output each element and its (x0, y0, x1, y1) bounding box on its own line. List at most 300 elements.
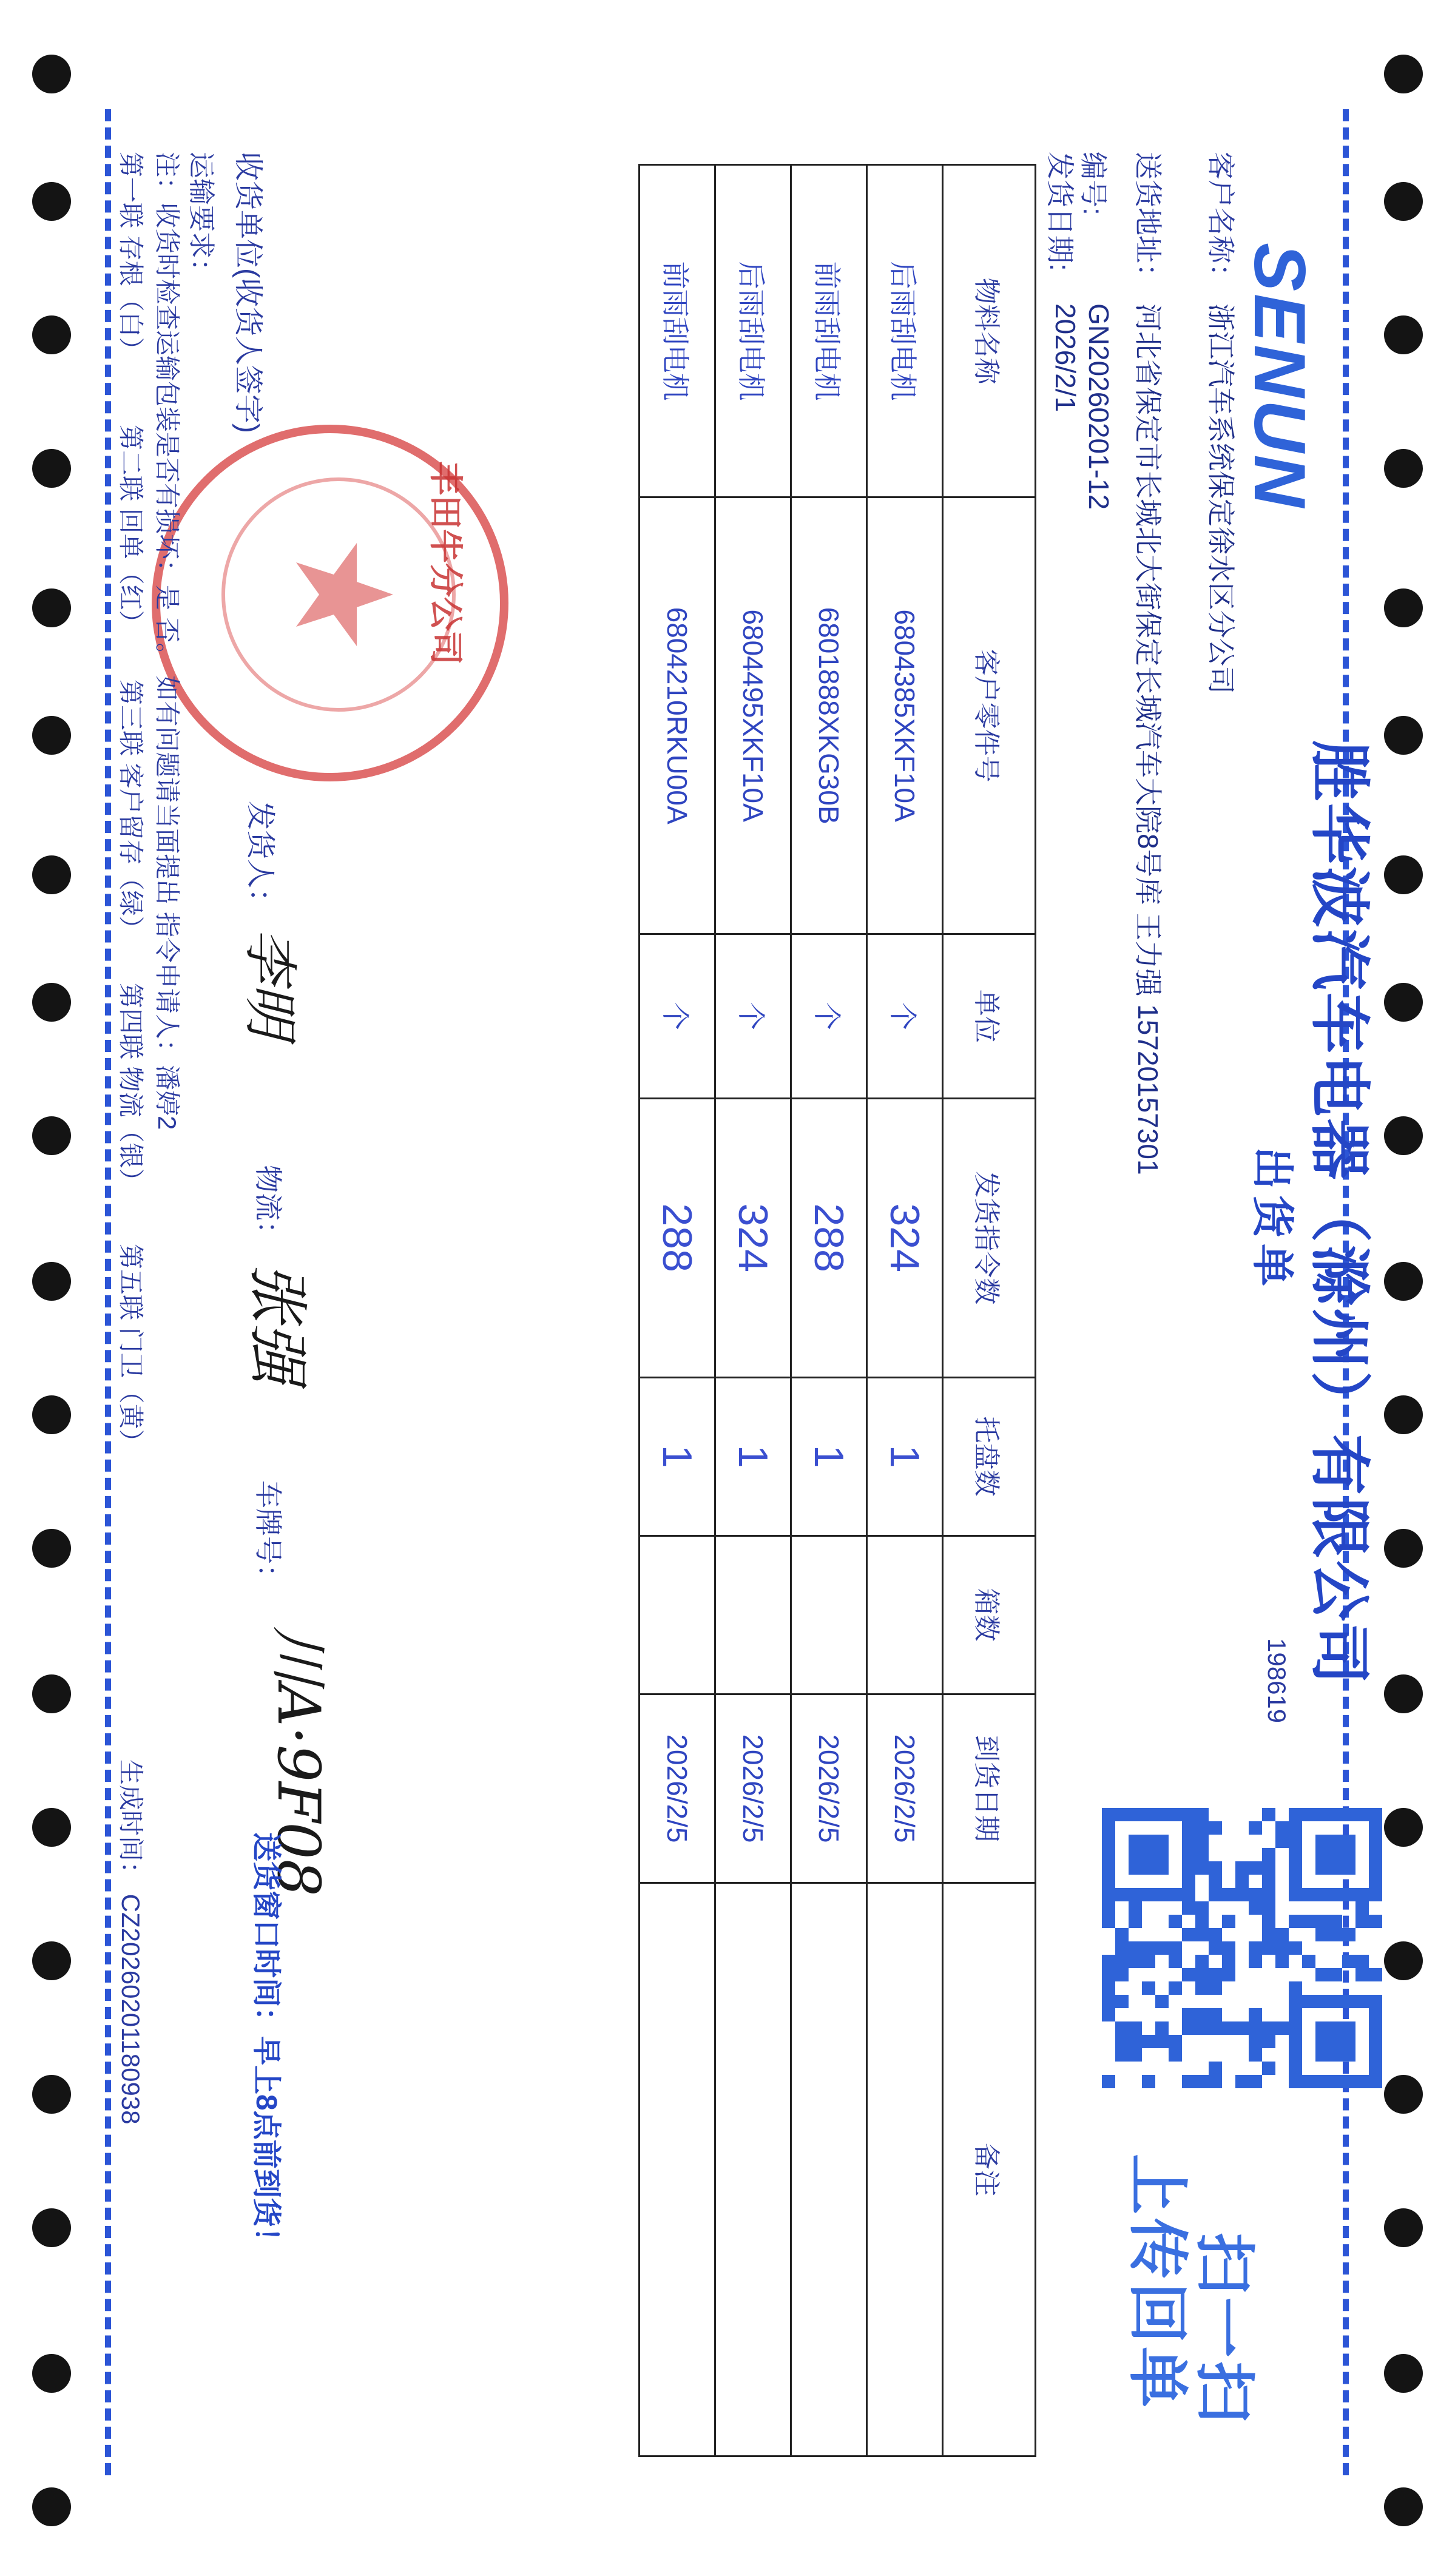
qr-module (1142, 2048, 1155, 2062)
qr-module (1102, 1955, 1115, 1968)
qr-module (1315, 2048, 1329, 2062)
qr-module (1289, 1821, 1302, 1835)
customer-name-value: 浙江汽车系统保定徐水区分公司 (1205, 303, 1237, 694)
qr-module (1249, 1888, 1262, 1901)
document-number-label: 编号: (1078, 152, 1109, 215)
qr-module (1369, 1848, 1382, 1861)
qr-module (1222, 2062, 1235, 2075)
qr-module (1115, 1955, 1129, 1968)
header-ship-qty: 发货指令数 (943, 1098, 1036, 1377)
qr-module (1315, 1981, 1329, 1995)
qr-module (1329, 1995, 1342, 2008)
qr-module (1302, 1955, 1315, 1968)
qr-module (1275, 2048, 1289, 2062)
generated-time: 生成时间： CZ20260201180938 (116, 1759, 145, 2125)
qr-module (1289, 1941, 1302, 1955)
qr-module (1222, 1915, 1235, 1928)
shipper-signature: 李明 (238, 928, 302, 1037)
items-table (638, 164, 1036, 2457)
qr-module (1342, 2048, 1355, 2062)
qr-module (1102, 2048, 1115, 2062)
qr-module (1342, 1955, 1355, 1968)
qr-module (1129, 1928, 1142, 1941)
qr-module (1249, 2075, 1262, 2088)
qr-module (1195, 1915, 1209, 1928)
qr-module (1195, 1861, 1209, 1875)
qr-module (1182, 2008, 1195, 2021)
qr-module (1289, 1981, 1302, 1995)
header-part-number: 客户零件号 (943, 497, 1036, 934)
company-logo: SENUN (1239, 243, 1320, 510)
qr-module (1262, 1968, 1275, 1981)
qr-module (1142, 1835, 1155, 1848)
qr-module (1182, 2035, 1195, 2048)
qr-module (1342, 1848, 1355, 1861)
delivery-address-label: 送货地址： (1132, 152, 1164, 291)
feed-hole (1384, 588, 1423, 627)
company-title: 胜华波汽车电器（滁州）有限公司 (1305, 740, 1373, 1687)
qr-module (1329, 2008, 1342, 2021)
qr-module (1155, 1955, 1169, 1968)
qr-module (1302, 1888, 1315, 1901)
qr-module (1182, 1901, 1195, 1915)
scan-prompt-line2: 上传回单 (1123, 2154, 1191, 2411)
copy-label: 第四联 物流（银） (116, 983, 145, 1194)
qr-module (1249, 1835, 1262, 1848)
qr-module (1369, 1981, 1382, 1995)
qr-module (1142, 1888, 1155, 1901)
table-row (640, 165, 715, 2456)
cell-material-name: 前雨刮电机 (640, 165, 715, 497)
feed-hole (1384, 983, 1423, 1022)
qr-module (1209, 1901, 1222, 1915)
qr-module (1262, 2008, 1275, 2021)
qr-module (1289, 2075, 1302, 2088)
qr-module (1329, 1888, 1342, 1901)
qr-module (1355, 2062, 1369, 2075)
qr-module (1289, 1995, 1302, 2008)
qr-module (1142, 1955, 1155, 1968)
qr-module (1129, 1888, 1142, 1901)
qr-module (1235, 1888, 1249, 1901)
qr-module (1355, 1835, 1369, 1848)
qr-module (1329, 2075, 1342, 2088)
header-unit: 单位 (943, 934, 1036, 1098)
qr-module (1115, 1941, 1129, 1955)
qr-module (1289, 2048, 1302, 2062)
feed-hole (1384, 716, 1423, 755)
qr-module (1115, 1901, 1129, 1915)
qr-module (1355, 2035, 1369, 2048)
table-header-row (943, 165, 1036, 2456)
qr-module (1169, 2008, 1182, 2021)
qr-module (1235, 2062, 1249, 2075)
qr-module (1342, 1835, 1355, 1848)
qr-module (1369, 1941, 1382, 1955)
feed-hole (32, 1674, 71, 1713)
feed-hole (1384, 1395, 1423, 1434)
qr-module (1235, 1835, 1249, 1848)
qr-module (1342, 1875, 1355, 1888)
perforation-line (105, 109, 111, 2475)
qr-module (1235, 1928, 1249, 1941)
qr-module (1195, 1981, 1209, 1995)
qr-module (1249, 2062, 1262, 2075)
qr-module (1289, 1848, 1302, 1861)
qr-module (1275, 2062, 1289, 2075)
qr-module (1329, 1808, 1342, 1821)
qr-module (1155, 2035, 1169, 2048)
qr-module (1222, 2008, 1235, 2021)
qr-module (1249, 1928, 1262, 1941)
qr-module (1262, 2035, 1275, 2048)
qr-module (1275, 2075, 1289, 2088)
qr-module (1355, 1848, 1369, 1861)
feed-hole (1384, 1808, 1423, 1847)
qr-module (1235, 1808, 1249, 1821)
qr-module (1262, 2048, 1275, 2062)
plate-number-label: 车牌号： (252, 1480, 284, 1592)
qr-module (1302, 1928, 1315, 1941)
qr-module (1182, 1848, 1195, 1861)
qr-module (1249, 1981, 1262, 1995)
qr-module (1155, 2048, 1169, 2062)
qr-module (1315, 1915, 1329, 1928)
qr-module (1169, 1875, 1182, 1888)
plate-number-value: 川A·9F08 (265, 1626, 333, 1897)
qr-module (1209, 1835, 1222, 1848)
qr-module (1209, 2075, 1222, 2088)
qr-module (1329, 1928, 1342, 1941)
qr-module (1115, 1861, 1129, 1875)
qr-module (1315, 1968, 1329, 1981)
qr-module (1302, 1915, 1315, 1928)
qr-module (1329, 1915, 1342, 1928)
qr-module (1129, 1901, 1142, 1915)
qr-module (1302, 2008, 1315, 2021)
qr-module (1249, 1808, 1262, 1821)
feed-hole (1384, 55, 1423, 93)
qr-module (1369, 1835, 1382, 1848)
qr-module (1209, 1955, 1222, 1968)
qr-module (1369, 1915, 1382, 1928)
qr-module (1169, 1981, 1182, 1995)
qr-module (1355, 1995, 1369, 2008)
qr-module (1342, 2062, 1355, 2075)
qr-module (1289, 1901, 1302, 1915)
qr-module (1169, 2075, 1182, 2088)
qr-module (1355, 1955, 1369, 1968)
cell-pallets: 1 (867, 1377, 943, 1536)
document-title: 出货单 (1249, 1147, 1296, 1292)
qr-module (1302, 1808, 1315, 1821)
qr-module (1355, 1808, 1369, 1821)
qr-module (1129, 1808, 1142, 1821)
qr-module (1142, 1821, 1155, 1835)
qr-module (1142, 1861, 1155, 1875)
qr-module (1209, 2021, 1222, 2035)
feed-hole (1384, 1941, 1423, 1980)
qr-module (1315, 2035, 1329, 2048)
qr-module (1262, 1821, 1275, 1835)
cell-boxes (791, 1536, 867, 1694)
qr-module (1209, 1915, 1222, 1928)
ship-date-label: 发货日期: (1044, 152, 1076, 271)
qr-module (1315, 1995, 1329, 2008)
qr-module (1129, 2008, 1142, 2021)
cell-remark (715, 1883, 791, 2456)
table-row (715, 165, 791, 2456)
qr-module (1169, 1808, 1182, 1821)
qr-module (1275, 1981, 1289, 1995)
qr-module (1249, 1968, 1262, 1981)
qr-module (1262, 1861, 1275, 1875)
qr-module (1222, 1861, 1235, 1875)
qr-module (1142, 1875, 1155, 1888)
qr-module (1102, 2035, 1115, 2048)
qr-module (1155, 1981, 1169, 1995)
qr-module (1169, 1835, 1182, 1848)
qr-module (1315, 2021, 1329, 2035)
qr-module (1275, 1941, 1289, 1955)
feed-hole (32, 2487, 71, 2526)
qr-module (1182, 1928, 1195, 1941)
qr-module (1102, 1941, 1115, 1955)
qr-module (1209, 1888, 1222, 1901)
qr-module (1289, 1861, 1302, 1875)
qr-module (1329, 1955, 1342, 1968)
cell-ship-qty: 288 (640, 1098, 715, 1377)
qr-module (1129, 1968, 1142, 1981)
qr-module (1115, 2008, 1129, 2021)
qr-module (1275, 1928, 1289, 1941)
qr-module (1195, 1968, 1209, 1981)
qr-module (1102, 1808, 1115, 1821)
qr-module (1182, 1888, 1195, 1901)
qr-module (1369, 2062, 1382, 2075)
qr-module (1369, 1861, 1382, 1875)
qr-module (1209, 1861, 1222, 1875)
qr-module (1369, 1968, 1382, 1981)
qr-module (1102, 2021, 1115, 2035)
table-row (791, 165, 867, 2456)
qr-module (1262, 1915, 1275, 1928)
qr-module (1209, 2062, 1222, 2075)
feed-hole (32, 983, 71, 1022)
qr-module (1315, 1941, 1329, 1955)
qr-module (1355, 1861, 1369, 1875)
cell-boxes (640, 1536, 715, 1694)
inspection-note: 注：收货时检查运输包装是否有损坏：是 否。 如有问题请当面提出 指令申请人：潘婷2 (153, 152, 181, 1130)
qr-module (1315, 1808, 1329, 1821)
logistics-label: 物流： (252, 1165, 284, 1249)
delivery-window-notice: 送货窗口时间：早上8点前到货！ (250, 1832, 282, 2256)
qr-module (1249, 2008, 1262, 2021)
qr-module (1102, 2008, 1115, 2021)
qr-module (1342, 2008, 1355, 2021)
qr-module (1155, 1848, 1169, 1861)
feed-hole (1384, 1116, 1423, 1155)
qr-module (1249, 1821, 1262, 1835)
feed-hole (32, 1395, 71, 1434)
qr-module (1262, 1995, 1275, 2008)
qr-code[interactable] (1102, 1808, 1382, 2088)
qr-module (1235, 1968, 1249, 1981)
feed-hole (32, 182, 71, 221)
qr-module (1369, 2008, 1382, 2021)
feed-hole (1384, 2487, 1423, 2526)
qr-module (1289, 1835, 1302, 1848)
qr-module (1355, 1875, 1369, 1888)
qr-module (1315, 1928, 1329, 1941)
qr-module (1249, 1941, 1262, 1955)
qr-module (1169, 1915, 1182, 1928)
header-boxes: 箱数 (943, 1536, 1036, 1694)
qr-module (1102, 2062, 1115, 2075)
cell-arrival-date: 2026/2/5 (867, 1694, 943, 1883)
feed-hole (1384, 315, 1423, 354)
qr-module (1182, 1915, 1195, 1928)
qr-module (1182, 1981, 1195, 1995)
qr-module (1249, 2048, 1262, 2062)
qr-module (1262, 1981, 1275, 1995)
qr-module (1222, 2075, 1235, 2088)
qr-module (1222, 1981, 1235, 1995)
qr-module (1182, 1835, 1195, 1848)
qr-module (1169, 1995, 1182, 2008)
qr-module (1342, 1861, 1355, 1875)
qr-module (1182, 1941, 1195, 1955)
qr-module (1195, 2048, 1209, 2062)
qr-module (1329, 1875, 1342, 1888)
qr-module (1169, 2048, 1182, 2062)
qr-module (1195, 1848, 1209, 1861)
qr-module (1142, 1808, 1155, 1821)
qr-module (1115, 1808, 1129, 1821)
qr-module (1115, 2048, 1129, 2062)
feed-hole (1384, 449, 1423, 488)
qr-module (1289, 1928, 1302, 1941)
qr-module (1235, 1955, 1249, 1968)
qr-module (1115, 1835, 1129, 1848)
qr-module (1302, 1968, 1315, 1981)
qr-module (1262, 2062, 1275, 2075)
qr-module (1355, 2008, 1369, 2021)
feed-hole (1384, 2354, 1423, 2393)
qr-module (1195, 1928, 1209, 1941)
cell-material-name: 前雨刮电机 (791, 165, 867, 497)
qr-module (1315, 1835, 1329, 1848)
qr-module (1355, 1915, 1369, 1928)
qr-module (1302, 1835, 1315, 1848)
copy-label: 第三联 客户留存（绿） (116, 679, 145, 942)
qr-module (1289, 2062, 1302, 2075)
cell-material-name: 后雨刮电机 (867, 165, 943, 497)
cell-ship-qty: 324 (867, 1098, 943, 1377)
qr-module (1129, 1861, 1142, 1875)
qr-module (1155, 1915, 1169, 1928)
qr-module (1262, 1928, 1275, 1941)
qr-module (1102, 1835, 1115, 1848)
qr-module (1222, 1808, 1235, 1821)
qr-module (1155, 1941, 1169, 1955)
qr-module (1329, 1968, 1342, 1981)
logistics-signature: 张强 (242, 1262, 313, 1383)
qr-module (1342, 1941, 1355, 1955)
qr-module (1155, 1888, 1169, 1901)
qr-module (1315, 2008, 1329, 2021)
qr-module (1355, 2075, 1369, 2088)
receiver-signature-label: 收货单位(收货人签字) (232, 152, 264, 433)
tractor-feed-strip-right (0, 0, 103, 2576)
qr-module (1195, 2035, 1209, 2048)
qr-module (1315, 2062, 1329, 2075)
qr-module (1209, 2048, 1222, 2062)
qr-module (1235, 1941, 1249, 1955)
qr-module (1302, 1848, 1315, 1861)
qr-module (1102, 1995, 1115, 2008)
qr-module (1275, 1821, 1289, 1835)
feed-hole (32, 716, 71, 755)
qr-module (1235, 2008, 1249, 2021)
qr-module (1222, 1888, 1235, 1901)
qr-module (1342, 1981, 1355, 1995)
header-material-name: 物料名称 (943, 165, 1036, 497)
qr-module (1129, 1835, 1142, 1848)
qr-module (1182, 2062, 1195, 2075)
qr-module (1102, 1875, 1115, 1888)
qr-module (1222, 1928, 1235, 1941)
shipper-label: 发货人： (244, 801, 276, 918)
qr-module (1369, 1808, 1382, 1821)
qr-module (1209, 2035, 1222, 2048)
qr-module (1369, 2021, 1382, 2035)
qr-module (1302, 1901, 1315, 1915)
qr-module (1329, 1821, 1342, 1835)
copy-label: 第二联 回单（红） (116, 425, 145, 636)
qr-module (1369, 1901, 1382, 1915)
qr-module (1115, 1915, 1129, 1928)
qr-module (1342, 2035, 1355, 2048)
cell-boxes (715, 1536, 791, 1694)
qr-module (1129, 1941, 1142, 1955)
qr-module (1195, 2008, 1209, 2021)
qr-module (1235, 1915, 1249, 1928)
qr-module (1329, 2021, 1342, 2035)
qr-module (1275, 2008, 1289, 2021)
qr-module (1142, 2035, 1155, 2048)
qr-module (1262, 1808, 1275, 1821)
feed-hole (32, 1808, 71, 1847)
qr-module (1275, 1915, 1289, 1928)
qr-module (1262, 2021, 1275, 2035)
qr-module (1249, 1955, 1262, 1968)
cell-ship-qty: 288 (791, 1098, 867, 1377)
qr-module (1129, 1848, 1142, 1861)
qr-module (1249, 1915, 1262, 1928)
feed-hole (32, 855, 71, 894)
qr-module (1369, 2035, 1382, 2048)
document-number-value: GN20260201-12 (1083, 303, 1115, 510)
qr-module (1195, 1835, 1209, 1848)
qr-module (1209, 1995, 1222, 2008)
qr-module (1129, 1955, 1142, 1968)
qr-module (1355, 2048, 1369, 2062)
qr-module (1222, 2035, 1235, 2048)
qr-module (1195, 1821, 1209, 1835)
qr-module (1102, 1821, 1115, 1835)
header-arrival-date: 到货日期 (943, 1694, 1036, 1883)
